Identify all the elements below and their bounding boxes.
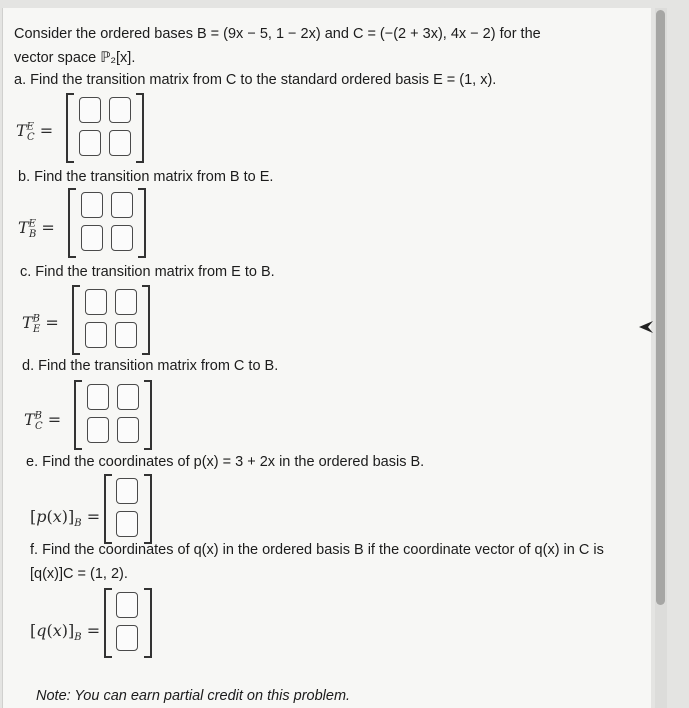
scrollbar-thumb[interactable] — [656, 10, 665, 605]
answer-cell-f2[interactable] — [116, 625, 138, 651]
answer-cell-c11[interactable] — [85, 289, 107, 315]
part-b-matrix — [68, 188, 146, 258]
answer-cell-a12[interactable] — [109, 97, 131, 123]
vector-bracket-right — [144, 588, 152, 658]
part-d-label: $T^B_C$ = — [24, 410, 62, 433]
answer-cell-c22[interactable] — [115, 322, 137, 348]
answer-cell-c12[interactable] — [115, 289, 137, 315]
part-e-prompt: e. Find the coordinates of p(x) = 3 + 2x in the ordered basis B. — [26, 454, 425, 470]
vector-bracket-right — [144, 474, 152, 544]
part-d-matrix — [74, 380, 152, 450]
answer-cell-e2[interactable] — [116, 511, 138, 537]
vector-bracket-left — [104, 588, 112, 658]
matrix-bracket-right — [144, 380, 152, 450]
part-a-label: $T^E_C$ = — [16, 121, 54, 144]
answer-cell-e1[interactable] — [116, 478, 138, 504]
scrollbar[interactable] — [655, 8, 667, 708]
matrix-bracket-left — [68, 188, 76, 258]
answer-cell-d21[interactable] — [87, 417, 109, 443]
matrix-bracket-right — [138, 188, 146, 258]
matrix-bracket-right — [136, 93, 144, 163]
part-f-prompt-2: [q(x)]C = (1, 2). — [30, 566, 128, 582]
matrix-bracket-left — [66, 93, 74, 163]
part-a-prompt: a. Find the transition matrix from C to the standard ordered basis E = (1, x). — [14, 72, 497, 88]
answer-cell-f1[interactable] — [116, 592, 138, 618]
vector-bracket-left — [104, 474, 112, 544]
matrix-bracket-left — [72, 285, 80, 355]
part-d-prompt: d. Find the transition matrix from C to B. — [22, 358, 279, 374]
answer-cell-a21[interactable] — [79, 130, 101, 156]
answer-cell-a22[interactable] — [109, 130, 131, 156]
answer-cell-a11[interactable] — [79, 97, 101, 123]
answer-cell-b12[interactable] — [111, 192, 133, 218]
intro-line-1: Consider the ordered bases B = (9x − 5, 1 − 2x) and C = (−(2 + 3x), 4x − 2) for the — [14, 26, 541, 42]
part-e-vector — [104, 474, 152, 544]
part-e-label: $[p(x)]_B$ = — [30, 507, 101, 530]
answer-cell-b21[interactable] — [81, 225, 103, 251]
problem-intro — [14, 24, 541, 44]
answer-cell-d22[interactable] — [117, 417, 139, 443]
partial-credit-note: Note: You can earn partial credit on this problem. — [36, 688, 351, 704]
part-c-label: $T^B_E$ = — [22, 313, 59, 336]
answer-cell-d11[interactable] — [87, 384, 109, 410]
answer-cell-b22[interactable] — [111, 225, 133, 251]
part-c-prompt: c. Find the transition matrix from E to B. — [20, 264, 275, 280]
mouse-cursor-icon — [638, 320, 654, 334]
answer-cell-b11[interactable] — [81, 192, 103, 218]
part-f-prompt: f. Find the coordinates of q(x) in the ordered basis B if the coordinate vector of q(x) in C is — [30, 542, 604, 558]
part-b-label: $T^E_B$ = — [18, 218, 55, 241]
matrix-bracket-right — [142, 285, 150, 355]
part-f-label: $[q(x)]_B$ = — [30, 621, 101, 644]
part-f-vector — [104, 588, 152, 658]
part-a-matrix — [66, 93, 144, 163]
part-b-prompt: b. Find the transition matrix from B to E. — [18, 169, 274, 185]
part-c-matrix — [72, 285, 150, 355]
answer-cell-c21[interactable] — [85, 322, 107, 348]
problem-intro-2: vector space ℙ₂[x]. — [14, 50, 136, 66]
matrix-bracket-left — [74, 380, 82, 450]
answer-cell-d12[interactable] — [117, 384, 139, 410]
